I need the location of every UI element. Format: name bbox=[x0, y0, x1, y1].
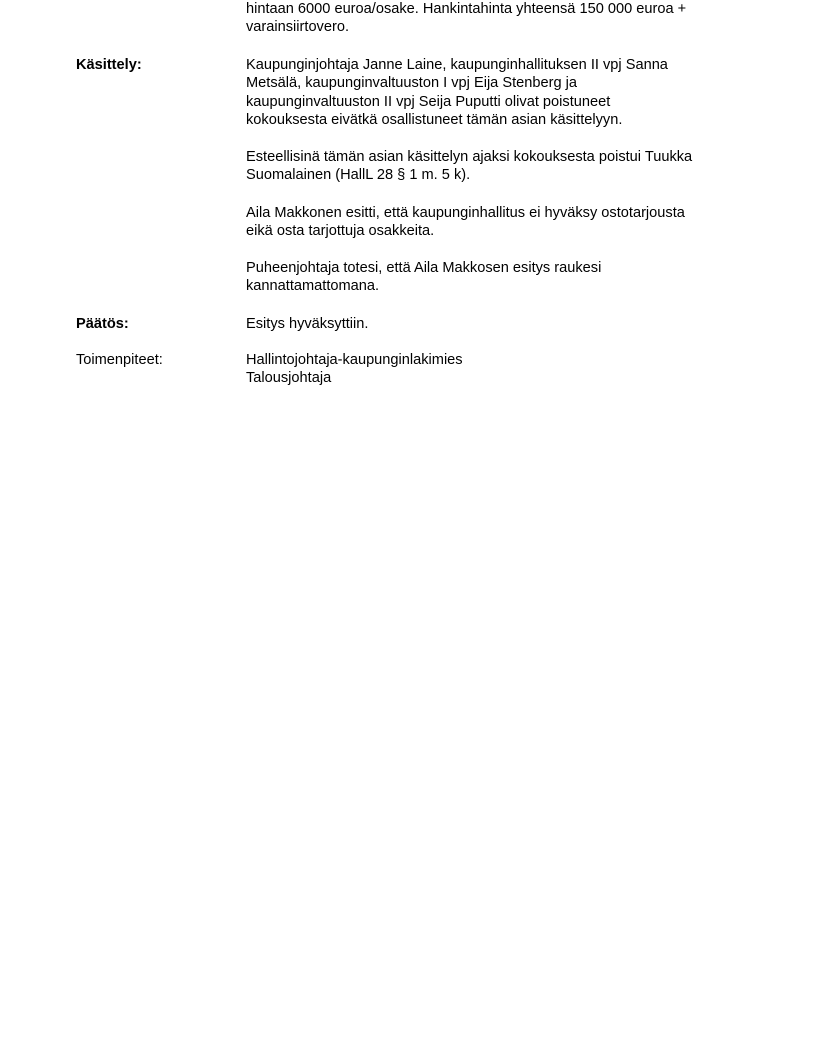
kasittely-label: Käsittely: bbox=[76, 57, 142, 73]
kasittely-line: Metsälä, kaupunginvaltuuston I vpj Eija Stenberg ja bbox=[246, 75, 577, 92]
intro-line: varainsiirtovero. bbox=[246, 19, 350, 36]
kasittely-line: Kaupunginjohtaja Janne Laine, kaupunginhallituksen II vpj Sanna bbox=[246, 57, 668, 73]
kasittely-line: Puheenjohtaja totesi, että Aila Makkosen esitys raukesi bbox=[246, 260, 602, 276]
kasittely-line: Esteellisinä tämän asian käsittelyn ajaksi kokouksesta poistui Tuukka bbox=[246, 149, 693, 165]
kasittely-line: Suomalainen (HallL 28 § 1 m. 5 k). bbox=[246, 167, 471, 184]
toimenpiteet-item: Hallintojohtaja-kaupunginlakimies bbox=[246, 352, 463, 368]
toimenpiteet-list bbox=[246, 351, 746, 388]
paatos-text bbox=[246, 315, 746, 333]
toimenpiteet-item: Talousjohtaja bbox=[246, 370, 332, 387]
kasittely-line: kannattamattomana. bbox=[246, 278, 380, 295]
kasittely-line: kokouksesta eivätkä osallistuneet tämän asian käsittelyyn. bbox=[246, 112, 623, 129]
intro-line: hintaan 6000 euroa/osake. Hankintahinta yhteensä 150 000 euroa + bbox=[246, 1, 687, 17]
kasittely-line: eikä osta tarjottuja osakkeita. bbox=[246, 223, 435, 240]
kasittely-paragraph-1 bbox=[246, 56, 746, 130]
paatos-label: Päätös: bbox=[76, 316, 129, 332]
toimenpiteet-label: Toimenpiteet: bbox=[76, 352, 163, 368]
kasittely-line: Aila Makkonen esitti, että kaupunginhallitus ei hyväksy ostotarjousta bbox=[246, 205, 685, 221]
kasittely-paragraph-4 bbox=[246, 259, 746, 296]
paatos-line: Esitys hyväksyttiin. bbox=[246, 316, 369, 332]
kasittely-paragraph-3 bbox=[246, 204, 746, 241]
kasittely-paragraph-2 bbox=[246, 148, 746, 185]
kasittely-line: kaupunginvaltuuston II vpj Seija Puputti olivat poistuneet bbox=[246, 93, 611, 110]
intro-paragraph bbox=[246, 0, 746, 37]
